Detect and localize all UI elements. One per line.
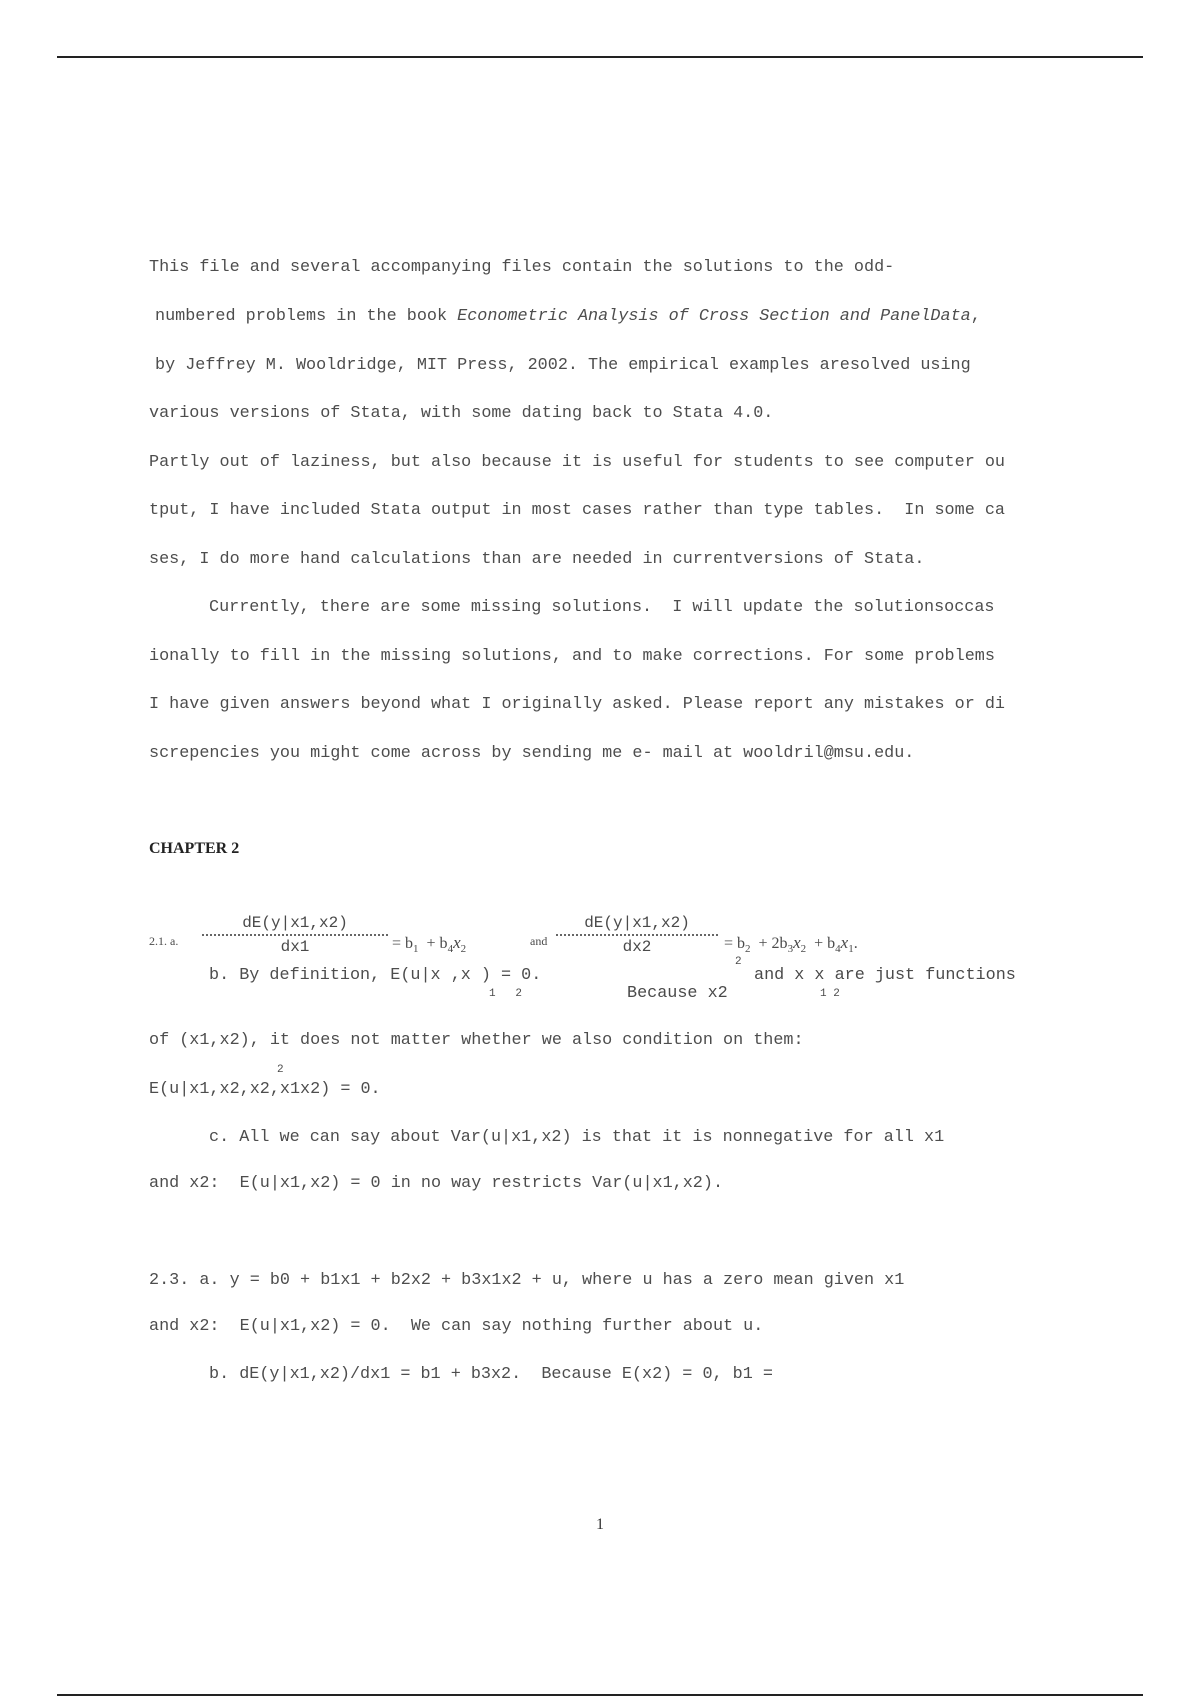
fraction-dE-dx2 <box>556 914 718 956</box>
intro-line-7: ses, I do more hand calculations than are needed in currentversions of Stata. <box>149 550 925 569</box>
fraction-2-denominator: dx2 <box>622 938 652 956</box>
problem-2-1-label: 2.1. a. <box>149 934 179 948</box>
problem-2-1-equation: E(u|x1,x2,x2,x1x2) = 0. <box>149 1080 381 1099</box>
fraction-1-bar <box>202 934 388 936</box>
intro-line-2-text: numbered problems in the book <box>155 307 458 326</box>
equals-b1-term: = $b_1 + b_4x_2$ <box>392 933 467 955</box>
fraction-2-numerator: dE(y|x1,x2) <box>584 914 690 932</box>
fraction-1-denominator: dx1 <box>280 938 310 956</box>
functions-text: and x x are just functions <box>754 966 1016 985</box>
intro-line-1: This file and several accompanying files contain the solutions to the odd- <box>149 258 895 277</box>
subscripts-1-2: 1 2 <box>489 988 523 1000</box>
problem-2-1-b-text: b. By definition, E(u|x ,x ) = 0. <box>209 966 542 985</box>
chapter-heading: CHAPTER 2 <box>149 840 240 857</box>
problem-2-3-line-1: 2.3. a. y = b0 + b1x1 + b2x2 + b3x1x2 + u, where u has a zero mean given x1 <box>149 1271 905 1290</box>
intro-line-8: Currently, there are some missing solutions. I will update the solutionsoccas <box>209 598 995 617</box>
bottom-rule <box>57 1694 1143 1696</box>
intro-line-2-comma: , <box>970 307 981 326</box>
problem-2-1-c-line-2: and x2: E(u|x1,x2) = 0 in no way restricts Var(u|x1,x2). <box>149 1174 724 1193</box>
intro-line-10: I have given answers beyond what I originally asked. Please report any mistakes or di <box>149 695 1005 714</box>
problem-2-1-c-line-1: c. All we can say about Var(u|x1,x2) is that it is nonnegative for all x1 <box>209 1128 945 1147</box>
problem-2-3-line-3: b. dE(y|x1,x2)/dx1 = b1 + b3x2. Because E(x2) = 0, b1 = <box>209 1365 773 1384</box>
problem-2-3-line-2: and x2: E(u|x1,x2) = 0. We can say nothing further about u. <box>149 1317 764 1336</box>
equals-b2-term: = $b_2 + 2b_3x_2 + b_4x_1$. <box>724 933 858 955</box>
and-word: and <box>530 934 548 948</box>
intro-line-11: screpencies you might come across by sending me e- mail at wooldril@msu.edu. <box>149 744 915 763</box>
problem-2-1-of-line: of (x1,x2), it does not matter whether we also condition on them: <box>149 1031 804 1050</box>
intro-line-2 <box>155 307 981 327</box>
subscripts-1-2-b: 1 2 <box>820 988 840 1000</box>
page-number: 1 <box>596 1516 604 1533</box>
superscript-2-b: 2 <box>277 1064 284 1076</box>
intro-line-6: tput, I have included Stata output in most cases rather than type tables. In some ca <box>149 501 1005 520</box>
intro-line-5: Partly out of laziness, but also because it is useful for students to see computer ou <box>149 453 1005 472</box>
intro-line-3: by Jeffrey M. Wooldridge, MIT Press, 2002. The empirical examples aresolved using <box>155 356 971 375</box>
intro-line-9: ionally to fill in the missing solutions, and to make corrections. For some problems <box>149 647 995 666</box>
intro-line-4: various versions of Stata, with some dating back to Stata 4.0. <box>149 404 774 423</box>
fraction-2-bar <box>556 934 718 936</box>
book-title: Econometric Analysis of Cross Section and PanelData <box>457 307 971 326</box>
fraction-dE-dx1 <box>202 914 388 956</box>
fraction-1-numerator: dE(y|x1,x2) <box>242 914 348 932</box>
because-x2: Because x2 <box>627 984 728 1003</box>
superscript-2: 2 <box>735 956 742 968</box>
